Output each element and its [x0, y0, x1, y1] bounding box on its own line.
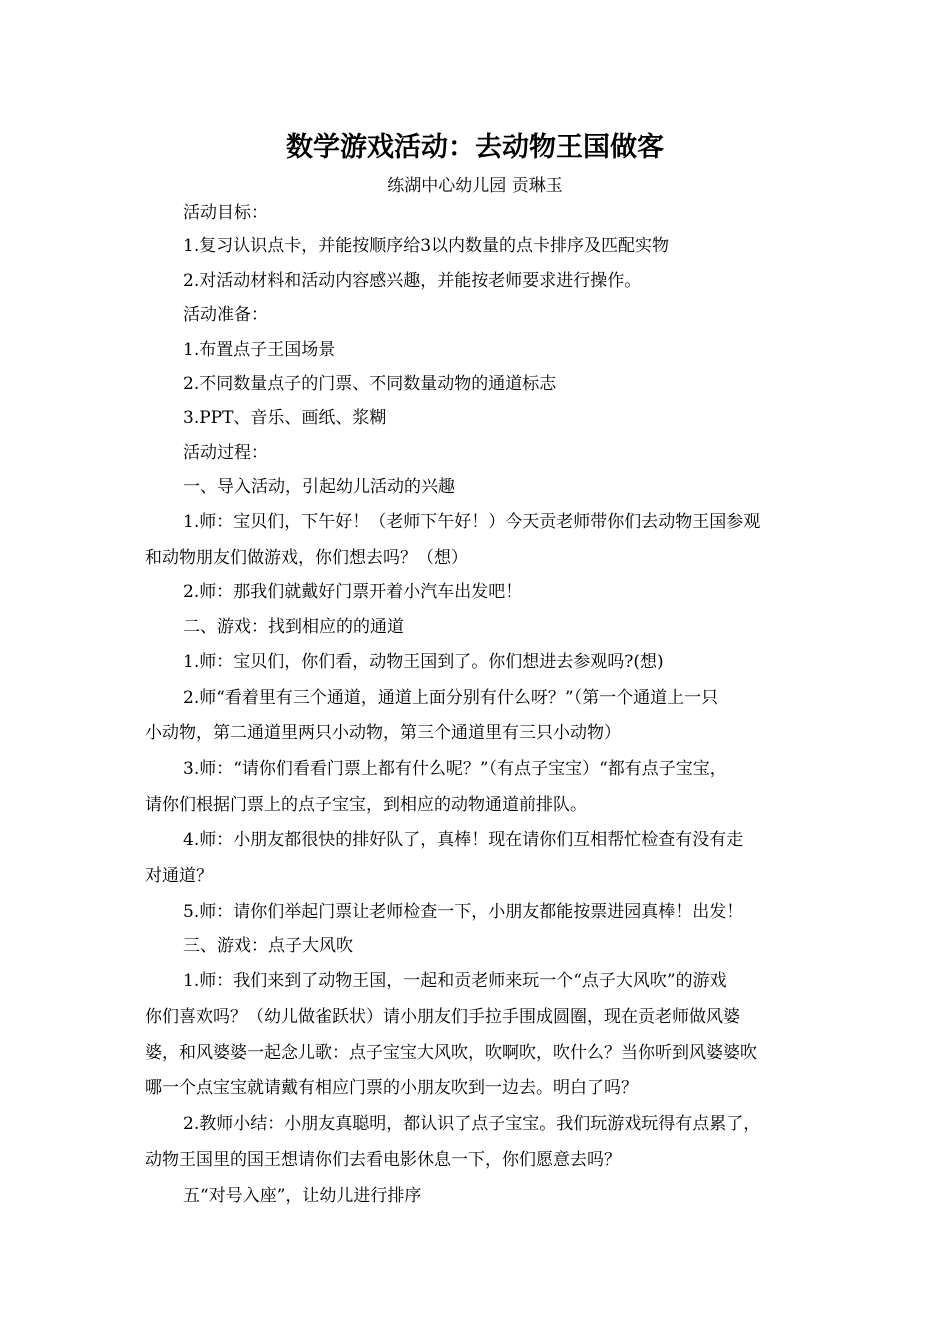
author-line: 练湖中心幼儿园 贡琳玉 [387, 176, 563, 196]
section-heading-preparation: 活动准备： [183, 305, 268, 325]
paragraph-line: 5.师：请你们举起门票让老师检查一下，小朋友都能按票进园真棒！出发！ [183, 902, 744, 922]
subsection-heading: 二、游戏：找到相应的的通道 [183, 617, 404, 637]
section-heading-process: 活动过程： [183, 443, 268, 463]
paragraph-line: 对通道？ [145, 866, 213, 886]
paragraph-line: 2.不同数量点子的门票、不同数量动物的通道标志 [183, 374, 557, 394]
paragraph-line: 1.复习认识点卡，并能按顺序给3以内数量的点卡排序及匹配实物 [183, 236, 670, 256]
paragraph-line: 2.教师小结：小朋友真聪明，都认识了点子宝宝。我们玩游戏玩得有点累了， [183, 1114, 761, 1134]
paragraph-line: 3.师：“请你们看看门票上都有什么呢？”（有点子宝宝）“都有点子宝宝， [183, 759, 727, 779]
subsection-heading: 一、导入活动，引起幼儿活动的兴趣 [183, 477, 455, 497]
paragraph-line: 1.师：宝贝们，下午好！（老师下午好！）今天贡老师带你们去动物王国参观 [183, 512, 761, 532]
paragraph-line: 动物王国里的国王想请你们去看电影休息一下，你们愿意去吗？ [145, 1150, 621, 1170]
paragraph-line: 1.布置点子王国场景 [183, 340, 336, 360]
paragraph-line: 2.对活动材料和活动内容感兴趣，并能按老师要求进行操作。 [183, 271, 642, 291]
paragraph-line: 和动物朋友们做游戏，你们想去吗？（想） [145, 548, 468, 568]
paragraph-line: 你们喜欢吗？（幼儿做雀跃状）请小朋友们手拉手围成圆圈，现在贡老师做风婆 [145, 1007, 740, 1027]
paragraph-line: 4.师：小朋友都很快的排好队了，真棒！现在请你们互相帮忙检查有没有走 [183, 830, 744, 850]
paragraph-line: 哪一个点宝宝就请戴有相应门票的小朋友吹到一边去。明白了吗？ [145, 1078, 638, 1098]
paragraph-line: 婆，和风婆婆一起念儿歌：点子宝宝大风吹，吹啊吹，吹什么？当你听到风婆婆吹 [145, 1043, 757, 1063]
paragraph-line: 2.师：那我们就戴好门票开着小汽车出发吧！ [183, 582, 523, 602]
subsection-heading: 三、游戏：点子大风吹 [183, 936, 353, 956]
paragraph-line: 请你们根据门票上的点子宝宝，到相应的动物通道前排队。 [145, 795, 587, 815]
paragraph-line: 小动物，第二通道里两只小动物，第三个通道里有三只小动物） [145, 723, 621, 743]
paragraph-line: 1.师：宝贝们，你们看，动物王国到了。你们想进去参观吗?(想) [183, 652, 664, 672]
subsection-heading: 五“对号入座”，让幼儿进行排序 [183, 1186, 422, 1206]
paragraph-line: 1.师：我们来到了动物王国，一起和贡老师来玩一个“点子大风吹”的游戏 [183, 971, 727, 991]
paragraph-line: 2.师“看着里有三个通道，通道上面分别有什么呀？”（第一个通道上一只 [183, 688, 719, 708]
page-title: 数学游戏活动：去动物王国做客 [286, 132, 664, 163]
paragraph-line: 3.PPT、音乐、画纸、浆糊 [183, 408, 387, 428]
section-heading-goals: 活动目标： [183, 203, 268, 223]
